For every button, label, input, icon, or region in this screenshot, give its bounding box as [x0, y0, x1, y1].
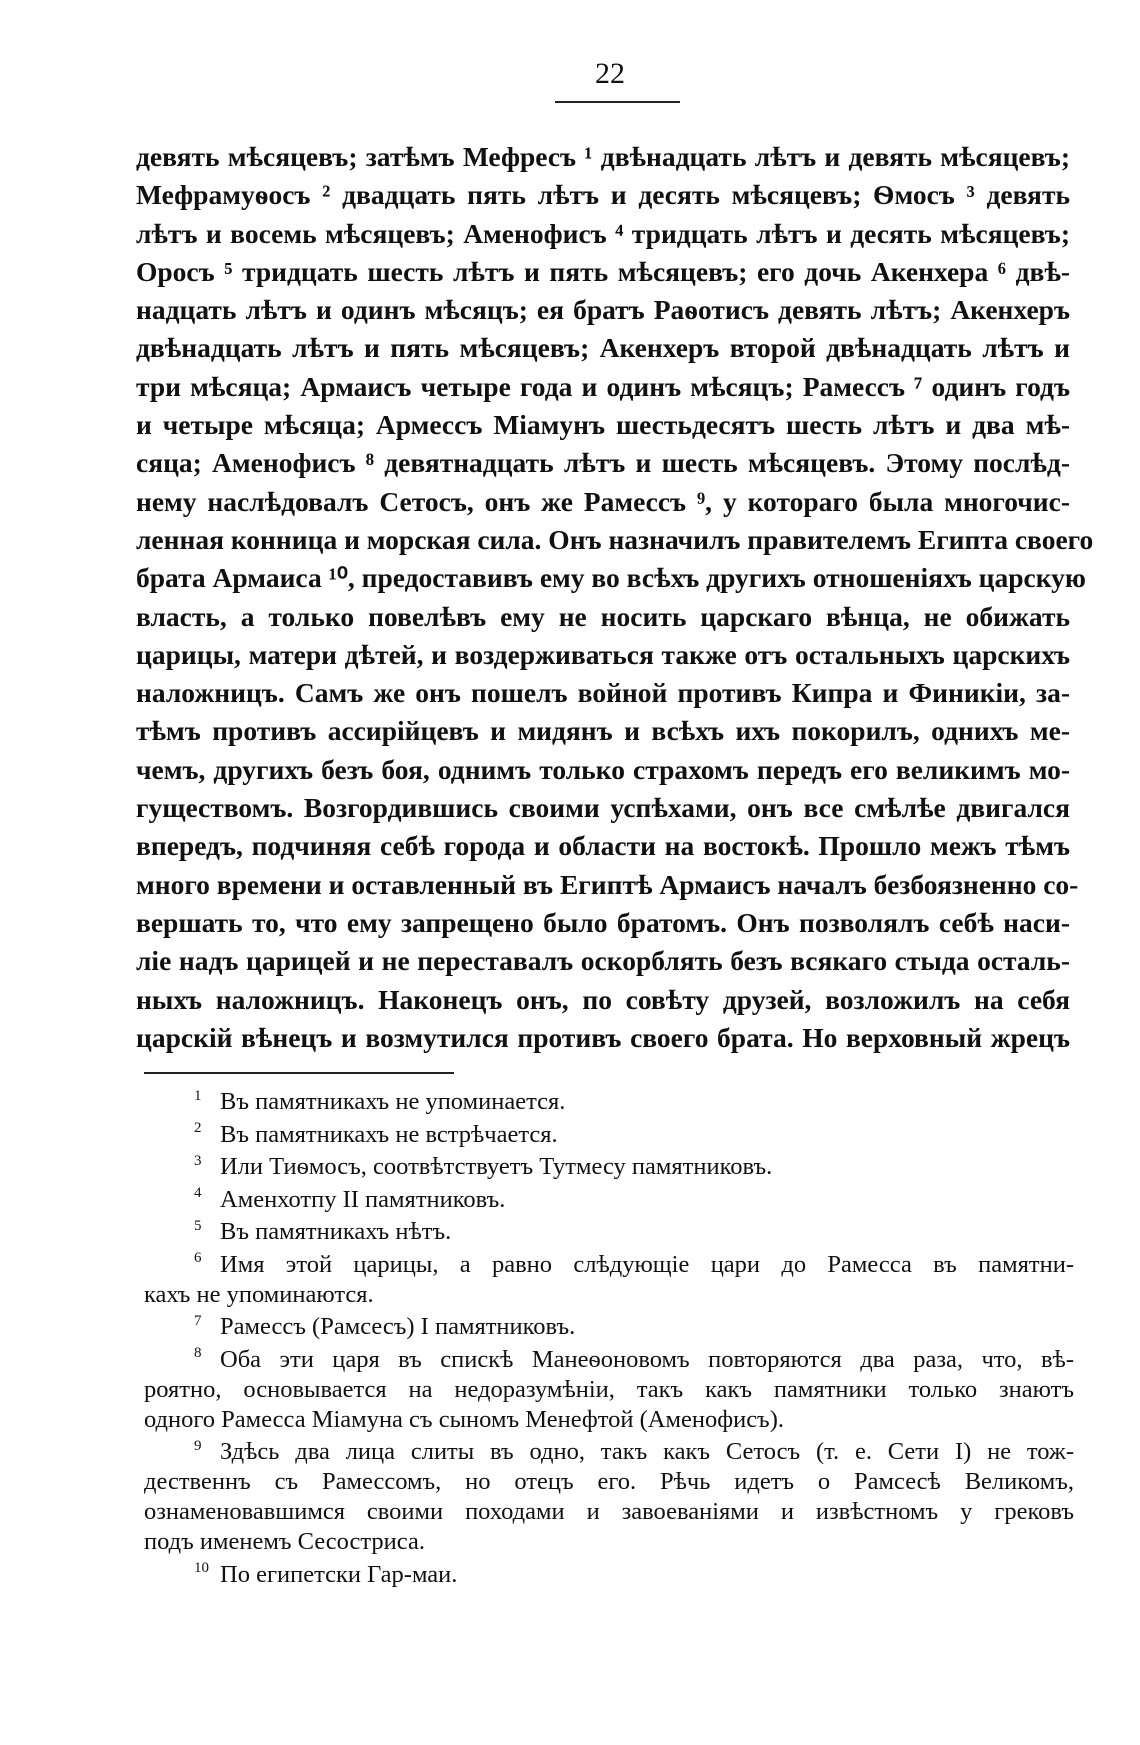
page-number-rule	[555, 101, 680, 103]
text-line: брата Армаиса ¹⁰, предоставивъ ему во всѣхъ другихъ отношеніяхъ царскую	[136, 562, 1086, 594]
text-line: ленная конница и морская сила. Онъ назначилъ правителемъ Египта своего	[136, 523, 1094, 555]
footnote-text: подъ именемъ Сесостриса.	[144, 1528, 425, 1555]
footnote-text: Или Тиѳмосъ, соотвѣтствуетъ Тутмесу памятниковъ.	[220, 1153, 773, 1180]
text-line: ныхъ наложницъ. Наконецъ онъ, по совѣту друзей, возложилъ на себя	[136, 983, 1070, 1015]
footnote-1: 1 Въ памятникахъ не упоминается.	[194, 1087, 566, 1115]
footnote-text: По египетски Гар-маи.	[220, 1560, 458, 1588]
footnotes	[144, 1087, 1074, 1592]
text-line: ліе надъ царицей и не переставалъ оскорблять безъ всякаго стыда осталь-	[136, 945, 1070, 977]
text-line: наложницъ. Самъ же онъ пошелъ войной противъ Кипра и Финикіи, за-	[136, 677, 1070, 709]
text-line: сяца; Аменофисъ ⁸ девятнадцать лѣтъ и шесть мѣсяцевъ. Этому послѣд-	[136, 447, 1070, 479]
main-text	[136, 138, 1094, 1057]
footnote-5: 5 Въ памятникахъ нѣтъ.	[194, 1217, 452, 1245]
text-line: царицы, матери дѣтей, и воздерживаться также отъ остальныхъ царскихъ	[136, 638, 1070, 670]
text-line: гуществомъ. Возгордившись своими успѣхами, онъ все смѣлѣе двигался	[136, 792, 1070, 824]
text-line: власть, а только повелѣвъ ему не носить царскаго вѣнца, не обижать	[136, 600, 1070, 632]
footnote-text: одного Рамесса Міамуна съ сыномъ Менефтой (Аменофисъ).	[144, 1405, 785, 1433]
footnote-7: 7 Рамессъ (Рамсесъ) I памятниковъ.	[194, 1312, 576, 1340]
footnote-text: ознаменовавшимся своими походами и завоеваніями и извѣстномъ у грековъ	[144, 1498, 1074, 1525]
footnote-text: Въ памятникахъ не упоминается.	[220, 1088, 566, 1115]
text-line: вершать то, что ему запрещено было братомъ. Онъ позволялъ себѣ наси-	[136, 906, 1070, 938]
text-line: девять мѣсяцевъ; затѣмъ Мефресъ ¹ двѣнадцать лѣтъ и девять мѣсяцевъ;	[136, 141, 1070, 172]
footnote-text: Оба эти царя въ спискѣ Манеѳоновомъ повторяются два раза, что, вѣ-	[220, 1345, 1074, 1373]
footnote-4: 4 Аменхотпу II памятниковъ.	[194, 1185, 506, 1213]
text-line: Оросъ ⁵ тридцать шесть лѣтъ и пять мѣсяцевъ; его дочь Акенхера ⁶ двѣ-	[136, 255, 1070, 287]
text-line: надцать лѣтъ и одинъ мѣсяцъ; ея братъ Раѳотисъ девять лѣтъ; Акенхеръ	[136, 294, 1070, 326]
footnote-text: Въ памятникахъ не встрѣчается.	[220, 1120, 558, 1148]
text-line: много времени и оставленный въ Египтѣ Армаисъ началъ безбоязненно со-	[136, 868, 1079, 900]
page-number: 22	[595, 57, 625, 90]
footnote-text: Рамессъ (Рамсесъ) I памятниковъ.	[220, 1313, 576, 1340]
footnote-text: Въ памятникахъ нѣтъ.	[220, 1218, 452, 1245]
footnote-text: дественнъ съ Рамессомъ, но отецъ его. Рѣчь идетъ о Рамсесѣ Великомъ,	[144, 1468, 1074, 1495]
footnote-3: 3 Или Тиѳмосъ, соотвѣтствуетъ Тутмесу памятниковъ.	[194, 1152, 773, 1180]
text-line: три мѣсяца; Армаисъ четыре года и одинъ мѣсяцъ; Рамессъ ⁷ одинъ годъ	[136, 370, 1070, 402]
footnote-text: роятно, основывается на недоразумѣніи, такъ какъ памятники только знаютъ	[144, 1375, 1074, 1403]
text-line: лѣтъ и восемь мѣсяцевъ; Аменофисъ ⁴ тридцать лѣтъ и десять мѣсяцевъ;	[136, 217, 1070, 249]
footnote-2: 2 Въ памятникахъ не встрѣчается.	[194, 1120, 558, 1148]
footnote-text: кахъ не упоминаются.	[144, 1280, 374, 1308]
text-line: и четыре мѣсяца; Армессъ Міамунъ шестьдесятъ шесть лѣтъ и два мѣ-	[136, 409, 1070, 441]
footnote-text: Аменхотпу II памятниковъ.	[220, 1185, 506, 1213]
text-line: чемъ, другихъ безъ боя, однимъ только страхомъ передъ его великимъ мо-	[136, 753, 1070, 785]
footnote-10: 10 По египетски Гар-маи.	[194, 1560, 458, 1588]
text-line: нему наслѣдовалъ Сетосъ, онъ же Рамессъ ⁹, у котораго была многочис-	[136, 485, 1070, 517]
text-line: тѣмъ противъ ассирійцевъ и мидянъ и всѣхъ ихъ покорилъ, однихъ ме-	[136, 715, 1070, 747]
footnote-8: 8 Оба эти царя въ спискѣ Манеѳоновомъ повторяются два раза, что, вѣ- роятно, основывается на недоразумѣніи, такъ какъ памятники только знаютъ одного Рамесса Міамуна съ сыномъ Менефтой (Аменофисъ).	[144, 1345, 1074, 1433]
footnote-separator	[144, 1072, 454, 1074]
footnote-text: Здѣсь два лица слиты въ одно, такъ какъ Сетосъ (т. е. Сети I) не тож-	[220, 1438, 1074, 1465]
text-line: царскій вѣнецъ и возмутился противъ своего брата. Но верховный жрецъ	[136, 1021, 1070, 1053]
footnote-9: 9 Здѣсь два лица слиты въ одно, такъ какъ Сетосъ (т. е. Сети I) не тож- дественнъ съ Рамессомъ, но отецъ его. Рѣчь идетъ о Рамсесѣ Великомъ, ознаменовавшимся своими походами и завоеваніями и извѣстномъ у грековъ подъ именемъ Сесостриса.	[144, 1437, 1074, 1555]
text-line: двѣнадцать лѣтъ и пять мѣсяцевъ; Акенхеръ второй двѣнадцать лѣтъ и	[136, 332, 1070, 364]
footnote-6: 6 Имя этой царицы, а равно слѣдующіе цари до Рамесса въ памятни- кахъ не упоминаются.	[144, 1250, 1074, 1308]
text-line: впередъ, подчиняя себѣ города и области на востокѣ. Прошло межъ тѣмъ	[136, 830, 1070, 862]
text-line: Мефрамуѳосъ ² двадцать пять лѣтъ и десять мѣсяцевъ; Ѳмосъ ³ девять	[136, 179, 1070, 211]
footnote-text: Имя этой царицы, а равно слѣдующіе цари до Рамесса въ памятни-	[220, 1250, 1074, 1278]
